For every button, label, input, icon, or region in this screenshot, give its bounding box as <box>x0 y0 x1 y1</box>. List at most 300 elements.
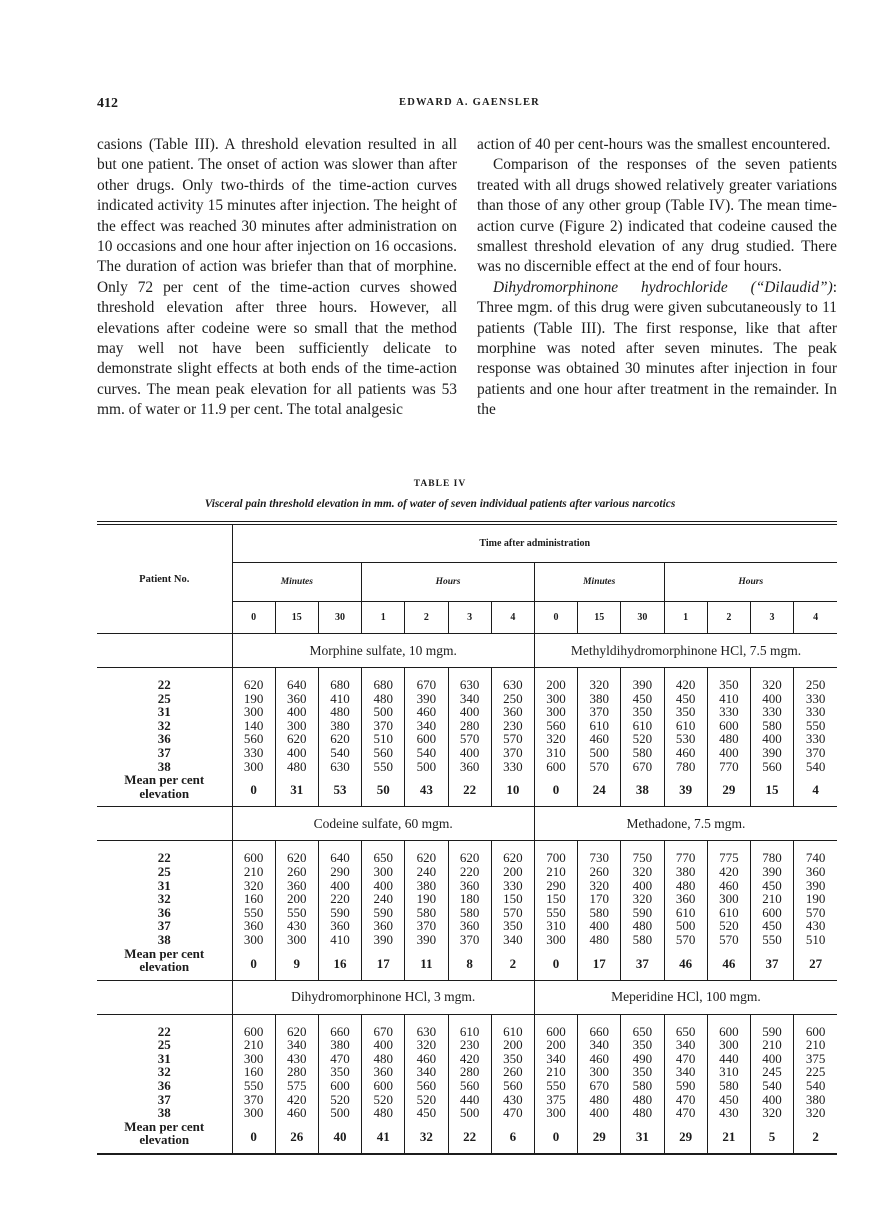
threshold-value: 300 <box>589 1064 609 1080</box>
paragraph: Comparison of the responses of the seven patients treated with all drugs showed relatively greater variations than those of any other group (Table IV). The mean time-action curve (Figure 2) indicated that codeine caused the smallest threshold elevation of any drug studied. There was no discernible effect at the end of four hours. <box>477 156 837 276</box>
threshold-value: 780 <box>762 850 782 866</box>
time-point-header: 4 <box>794 602 837 634</box>
threshold-value: 520 <box>330 1091 350 1107</box>
threshold-value: 320 <box>589 877 609 893</box>
value-column <box>362 1014 405 1154</box>
mean-label: elevation <box>139 785 190 801</box>
threshold-value: 240 <box>416 863 437 879</box>
threshold-value: 240 <box>373 891 393 907</box>
threshold-value: 210 <box>762 1037 782 1053</box>
threshold-value: 670 <box>373 1023 393 1039</box>
threshold-value: 340 <box>459 690 480 706</box>
threshold-value: 375 <box>546 1091 566 1107</box>
mean-elevation: 2 <box>509 955 517 971</box>
threshold-value: 770 <box>719 758 739 774</box>
mean-elevation: 29 <box>722 782 736 798</box>
threshold-value: 230 <box>503 717 523 733</box>
threshold-value: 770 <box>675 850 696 866</box>
threshold-value: 480 <box>373 1050 393 1066</box>
threshold-value: 480 <box>373 690 393 706</box>
threshold-value: 610 <box>632 717 653 733</box>
threshold-value: 450 <box>632 690 653 706</box>
value-column <box>275 668 318 807</box>
threshold-value: 460 <box>719 877 739 893</box>
drug-name-right: Methadone, 7.5 mgm. <box>534 807 837 841</box>
threshold-value: 350 <box>632 1064 653 1080</box>
threshold-value: 220 <box>330 891 350 907</box>
drug-header-row <box>97 807 837 841</box>
threshold-value: 560 <box>459 1078 480 1094</box>
mean-label: Mean per cent <box>124 772 205 788</box>
threshold-value: 470 <box>503 1105 523 1121</box>
threshold-value: 320 <box>805 1105 826 1121</box>
threshold-value: 320 <box>632 891 653 907</box>
threshold-value: 460 <box>416 704 437 720</box>
threshold-value: 600 <box>805 1023 826 1039</box>
drug-name-left: Codeine sulfate, 60 mgm. <box>232 807 534 841</box>
threshold-value: 500 <box>330 1105 350 1121</box>
threshold-value: 300 <box>546 704 566 720</box>
threshold-value: 650 <box>632 1023 653 1039</box>
threshold-value: 580 <box>762 717 782 733</box>
value-column <box>405 1014 448 1154</box>
threshold-value: 360 <box>330 918 350 934</box>
threshold-value: 310 <box>546 744 566 760</box>
threshold-value: 610 <box>675 904 696 920</box>
value-column <box>534 841 577 980</box>
threshold-value: 300 <box>546 1105 566 1121</box>
blank-cell <box>97 980 232 1014</box>
patient-number: 25 <box>157 863 171 879</box>
value-column <box>621 1014 664 1154</box>
value-column <box>794 668 837 807</box>
threshold-value: 360 <box>373 1064 393 1080</box>
threshold-value: 340 <box>416 1064 437 1080</box>
threshold-value: 630 <box>416 1023 437 1039</box>
time-point-header: 4 <box>491 602 534 634</box>
threshold-value: 550 <box>805 717 826 733</box>
mean-elevation: 16 <box>333 955 347 971</box>
mean-elevation: 6 <box>509 1128 517 1144</box>
patient-number: 25 <box>157 1037 171 1053</box>
threshold-value: 560 <box>416 1078 437 1094</box>
value-column <box>707 1014 750 1154</box>
threshold-value: 460 <box>589 731 609 747</box>
threshold-value: 300 <box>546 931 566 947</box>
threshold-value: 250 <box>503 690 523 706</box>
left-column <box>97 135 457 421</box>
mean-elevation: 17 <box>376 955 390 971</box>
time-point-header: 3 <box>750 602 793 634</box>
threshold-value: 380 <box>330 1037 350 1053</box>
threshold-value: 140 <box>243 717 264 733</box>
threshold-value: 780 <box>675 758 696 774</box>
threshold-value: 370 <box>503 744 523 760</box>
threshold-value: 550 <box>243 1078 264 1094</box>
threshold-value: 480 <box>632 1091 653 1107</box>
value-column <box>448 668 491 807</box>
mean-elevation: 37 <box>765 955 779 971</box>
patient-number: 37 <box>157 1091 171 1107</box>
patient-numbers <box>97 1014 232 1154</box>
threshold-value: 630 <box>503 677 523 692</box>
mean-elevation: 9 <box>293 955 301 971</box>
mean-elevation: 46 <box>679 955 693 971</box>
mean-elevation: 21 <box>722 1128 736 1144</box>
threshold-value: 640 <box>287 677 307 692</box>
threshold-value: 260 <box>287 863 307 879</box>
threshold-value: 390 <box>416 690 437 706</box>
threshold-value: 300 <box>287 931 307 947</box>
patient-number: 32 <box>157 717 171 733</box>
threshold-value: 430 <box>287 1050 307 1066</box>
mean-elevation: 31 <box>635 1128 649 1144</box>
threshold-value: 190 <box>243 690 264 706</box>
threshold-value: 210 <box>546 1064 566 1080</box>
patient-number: 36 <box>157 731 171 747</box>
page-header <box>97 96 842 116</box>
threshold-value: 500 <box>373 704 393 720</box>
threshold-value: 300 <box>243 1050 264 1066</box>
threshold-value: 420 <box>459 1050 480 1066</box>
threshold-value: 610 <box>589 717 609 733</box>
value-column <box>232 668 275 807</box>
threshold-value: 260 <box>589 863 609 879</box>
threshold-value: 680 <box>373 677 393 692</box>
unit-header-hours: Hours <box>362 563 535 602</box>
threshold-value: 590 <box>330 904 350 920</box>
table-label: TABLE IV <box>413 479 467 489</box>
threshold-value: 440 <box>719 1050 739 1066</box>
threshold-value: 570 <box>675 931 696 947</box>
threshold-value: 540 <box>805 1078 826 1094</box>
mean-elevation: 15 <box>765 782 779 798</box>
patient-number: 36 <box>157 904 171 920</box>
threshold-value: 480 <box>589 931 609 947</box>
value-column <box>578 668 621 807</box>
threshold-value: 430 <box>805 918 826 934</box>
threshold-value: 600 <box>546 1023 566 1039</box>
threshold-value: 380 <box>416 877 437 893</box>
threshold-value: 480 <box>589 1091 609 1107</box>
patient-number: 37 <box>157 744 171 760</box>
threshold-value: 380 <box>675 863 696 879</box>
patient-number: 31 <box>157 877 171 893</box>
right-column <box>477 135 837 421</box>
threshold-value: 600 <box>719 717 739 733</box>
threshold-value: 390 <box>762 863 782 879</box>
threshold-value: 340 <box>589 1037 609 1053</box>
patient-no-header: Patient No. <box>139 573 190 585</box>
threshold-value: 460 <box>287 1105 307 1121</box>
threshold-value: 620 <box>243 677 264 692</box>
threshold-value: 360 <box>243 918 264 934</box>
threshold-value: 600 <box>243 850 264 866</box>
threshold-value: 230 <box>459 1037 480 1053</box>
threshold-value: 660 <box>330 1023 350 1039</box>
threshold-value: 590 <box>762 1023 782 1039</box>
threshold-value: 350 <box>632 704 653 720</box>
threshold-value: 640 <box>330 850 350 866</box>
threshold-value: 520 <box>416 1091 437 1107</box>
threshold-value: 510 <box>373 731 393 747</box>
mean-elevation: 0 <box>552 782 560 798</box>
drug-name-right: Meperidine HCl, 100 mgm. <box>534 980 837 1014</box>
threshold-value: 430 <box>287 918 307 934</box>
threshold-value: 340 <box>546 1050 566 1066</box>
threshold-value: 490 <box>632 1050 653 1066</box>
threshold-value: 620 <box>287 1023 307 1039</box>
value-column <box>750 841 793 980</box>
threshold-value: 600 <box>243 1023 264 1039</box>
threshold-value: 470 <box>675 1050 696 1066</box>
value-column <box>232 1014 275 1154</box>
threshold-value: 560 <box>546 717 566 733</box>
threshold-value: 380 <box>330 717 350 733</box>
threshold-value: 500 <box>675 918 696 934</box>
threshold-value: 630 <box>330 758 350 774</box>
threshold-value: 450 <box>675 690 696 706</box>
threshold-value: 340 <box>503 931 523 947</box>
time-point-header: 1 <box>362 602 405 634</box>
threshold-value: 300 <box>287 717 307 733</box>
time-point-header: 15 <box>578 602 621 634</box>
mean-elevation: 5 <box>768 1128 776 1144</box>
threshold-value: 390 <box>416 931 437 947</box>
threshold-value: 290 <box>330 863 350 879</box>
threshold-value: 370 <box>589 704 609 720</box>
time-point-header: 0 <box>534 602 577 634</box>
threshold-value: 360 <box>459 758 480 774</box>
threshold-value: 600 <box>762 904 782 920</box>
threshold-value: 540 <box>416 744 437 760</box>
threshold-value: 300 <box>243 931 264 947</box>
threshold-value: 650 <box>675 1023 696 1039</box>
value-column <box>362 668 405 807</box>
threshold-value: 200 <box>503 1037 523 1053</box>
mean-label: Mean per cent <box>124 1118 205 1134</box>
patient-number: 32 <box>157 1064 171 1080</box>
threshold-value: 290 <box>546 877 566 893</box>
threshold-value: 370 <box>373 717 393 733</box>
threshold-value: 200 <box>546 1037 566 1053</box>
threshold-value: 350 <box>719 677 739 692</box>
threshold-value: 350 <box>330 1064 350 1080</box>
threshold-value: 400 <box>287 704 307 720</box>
paragraph <box>477 278 837 421</box>
threshold-value: 390 <box>632 677 653 692</box>
value-column <box>664 841 707 980</box>
threshold-value: 350 <box>675 704 696 720</box>
threshold-value: 560 <box>373 744 393 760</box>
value-column <box>318 841 361 980</box>
value-column <box>664 668 707 807</box>
unit-header-hours: Hours <box>664 563 837 602</box>
mean-label: elevation <box>139 1132 190 1148</box>
patient-numbers <box>97 841 232 980</box>
patient-number: 22 <box>157 850 171 866</box>
threshold-value: 430 <box>719 1105 739 1121</box>
threshold-value: 160 <box>243 1064 264 1080</box>
mean-elevation: 26 <box>290 1128 304 1144</box>
threshold-value: 360 <box>459 877 480 893</box>
threshold-value: 280 <box>287 1064 307 1080</box>
threshold-value: 200 <box>546 677 566 692</box>
threshold-value: 450 <box>762 918 782 934</box>
threshold-value: 210 <box>546 863 566 879</box>
threshold-value: 480 <box>632 918 653 934</box>
value-column <box>707 841 750 980</box>
patient-number: 38 <box>157 1105 171 1121</box>
running-head: EDWARD A. GAENSLER <box>399 97 540 108</box>
threshold-value: 620 <box>287 850 307 866</box>
value-column <box>794 841 837 980</box>
body-text <box>97 135 837 421</box>
table-row <box>97 841 837 980</box>
threshold-value: 350 <box>503 918 523 934</box>
data-table <box>97 521 837 1155</box>
threshold-value: 340 <box>675 1037 696 1053</box>
mean-elevation: 0 <box>552 1128 560 1144</box>
threshold-value: 590 <box>632 904 653 920</box>
threshold-value: 520 <box>632 731 653 747</box>
threshold-value: 570 <box>589 758 609 774</box>
threshold-value: 420 <box>675 677 696 692</box>
value-column <box>275 1014 318 1154</box>
threshold-value: 245 <box>762 1064 782 1080</box>
threshold-value: 410 <box>719 690 739 706</box>
threshold-value: 680 <box>330 677 350 692</box>
threshold-value: 360 <box>287 877 307 893</box>
blank-cell <box>97 807 232 841</box>
patient-number: 25 <box>157 690 171 706</box>
threshold-value: 700 <box>546 850 566 866</box>
threshold-value: 610 <box>675 717 696 733</box>
threshold-value: 225 <box>805 1064 826 1080</box>
value-column <box>750 668 793 807</box>
value-column <box>275 841 318 980</box>
mean-elevation: 11 <box>420 955 433 971</box>
threshold-value: 470 <box>675 1091 696 1107</box>
threshold-value: 400 <box>287 744 307 760</box>
threshold-value: 420 <box>719 863 739 879</box>
threshold-value: 410 <box>330 931 350 947</box>
threshold-value: 530 <box>675 731 696 747</box>
threshold-value: 330 <box>503 877 523 893</box>
patient-number: 22 <box>157 1023 171 1039</box>
mean-elevation: 37 <box>635 955 649 971</box>
threshold-value: 580 <box>632 1078 653 1094</box>
threshold-value: 650 <box>373 850 393 866</box>
table-row <box>97 1014 837 1154</box>
threshold-value: 380 <box>805 1091 826 1107</box>
threshold-value: 320 <box>243 877 264 893</box>
threshold-value: 420 <box>287 1091 307 1107</box>
time-header: Time after administration <box>232 525 837 563</box>
value-column <box>232 841 275 980</box>
threshold-value: 460 <box>675 744 696 760</box>
threshold-value: 580 <box>632 744 653 760</box>
threshold-value: 410 <box>330 690 350 706</box>
threshold-value: 330 <box>719 704 739 720</box>
threshold-value: 320 <box>589 677 609 692</box>
threshold-value: 540 <box>762 1078 782 1094</box>
value-column <box>707 668 750 807</box>
threshold-value: 260 <box>503 1064 523 1080</box>
threshold-value: 360 <box>805 863 826 879</box>
value-column <box>491 1014 534 1154</box>
time-point-header: 0 <box>232 602 275 634</box>
value-column <box>405 668 448 807</box>
threshold-value: 480 <box>330 704 350 720</box>
threshold-value: 620 <box>416 850 437 866</box>
mean-elevation: 40 <box>333 1128 347 1144</box>
patient-number: 31 <box>157 1050 171 1066</box>
threshold-value: 320 <box>632 863 653 879</box>
threshold-value: 540 <box>330 744 350 760</box>
mean-elevation: 38 <box>635 782 649 798</box>
threshold-value: 730 <box>589 850 609 866</box>
patient-number: 38 <box>157 931 171 947</box>
mean-elevation: 27 <box>809 955 823 971</box>
threshold-value: 370 <box>416 918 437 934</box>
value-column <box>794 1014 837 1154</box>
value-column <box>362 841 405 980</box>
paragraph: action of 40 per cent-hours was the smallest encountered. <box>477 136 831 153</box>
paragraph-text: : Three mgm. of this drug were given subcutaneously to 11 patients (Table III). The first response, like that after morphine was noted after seven minutes. The peak response was obtained 30 minutes after injection in four patients and one hour after treatment in the remainder. In the <box>477 278 837 419</box>
threshold-value: 200 <box>287 891 307 907</box>
mean-elevation: 53 <box>333 782 347 798</box>
threshold-value: 320 <box>546 731 566 747</box>
threshold-value: 400 <box>719 744 739 760</box>
threshold-value: 250 <box>805 677 826 692</box>
threshold-value: 400 <box>459 704 480 720</box>
threshold-value: 400 <box>589 1105 609 1121</box>
mean-elevation: 22 <box>463 1128 477 1144</box>
threshold-value: 670 <box>589 1078 609 1094</box>
threshold-value: 350 <box>632 1037 653 1053</box>
drug-name-left: Dihydromorphinone HCl, 3 mgm. <box>232 980 534 1014</box>
threshold-value: 350 <box>503 1050 523 1066</box>
threshold-value: 500 <box>459 1105 480 1121</box>
threshold-value: 460 <box>416 1050 437 1066</box>
threshold-value: 190 <box>416 891 437 907</box>
threshold-value: 330 <box>805 731 826 747</box>
mean-elevation: 29 <box>592 1128 606 1144</box>
value-column <box>318 1014 361 1154</box>
threshold-value: 400 <box>632 877 653 893</box>
threshold-value: 600 <box>719 1023 739 1039</box>
mean-elevation: 10 <box>506 782 520 798</box>
threshold-value: 300 <box>243 758 264 774</box>
threshold-value: 150 <box>503 891 523 907</box>
threshold-value: 520 <box>719 918 739 934</box>
mean-elevation: 29 <box>679 1128 693 1144</box>
threshold-value: 300 <box>243 1105 264 1121</box>
threshold-value: 670 <box>416 677 437 692</box>
table-caption: Visceral pain threshold elevation in mm. of water of seven individual patients after various narcotics <box>204 498 676 510</box>
threshold-value: 750 <box>632 850 653 866</box>
threshold-value: 310 <box>546 918 566 934</box>
drug-name-right: Methyldihydromorphinone HCl, 7.5 mgm. <box>534 634 837 668</box>
value-column <box>448 841 491 980</box>
mean-elevation: 43 <box>419 782 433 798</box>
paragraph: casions (Table III). A threshold elevation resulted in all but one patient. The onset of action was slower than after other drugs. Only two-thirds of the time-action curves indicated activity 15 minutes after injection. The height of the effect was reached 30 minutes after administration on 10 occasions and one hour after injection on 16 occasions. The duration of action was briefer than that of morphine. Only 72 per cent of the time-action curves showed threshold elevation after three hours. However, all elevations after codeine were so small that the method may well not have been sufficiently delicate to demonstrate slight effects at both ends of the time-action curves. The mean peak elevation for all patients was 53 mm. of water or 11.9 per cent. The total analgesic <box>97 136 457 419</box>
threshold-value: 340 <box>287 1037 307 1053</box>
table-row <box>97 668 837 807</box>
value-column <box>448 1014 491 1154</box>
time-point-header: 30 <box>318 602 361 634</box>
